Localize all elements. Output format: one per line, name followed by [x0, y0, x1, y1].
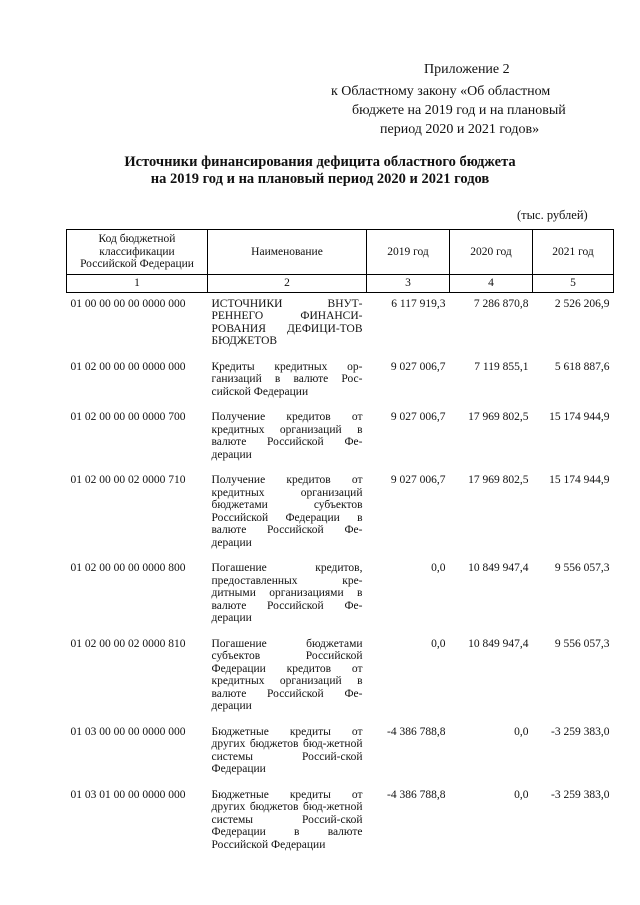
- col-number-3: 3: [367, 275, 450, 293]
- table-row: [67, 292, 614, 356]
- col-number-1: 1: [67, 275, 208, 293]
- table-row: [67, 557, 614, 633]
- row-code: 01 02 00 00 00 0000 700: [70, 411, 186, 423]
- row-code: 01 00 00 00 00 0000 000: [70, 297, 186, 310]
- table-row: [67, 406, 614, 469]
- row-value-2020: 10 849 947,4: [468, 562, 529, 574]
- table-row: [67, 356, 614, 407]
- row-value-2020: 0,0: [514, 725, 529, 738]
- row-value-2021: -3 259 383,0: [551, 788, 610, 801]
- row-code: 01 02 00 00 02 0000 710: [70, 474, 186, 486]
- row-value-2021: 9 556 057,3: [554, 637, 610, 650]
- table-row: [67, 721, 614, 784]
- row-name: Получение кредитов от кредитных организаций бюджетами субъектов Российской Федерации в валюте Российской Фе-дерации: [211, 474, 363, 549]
- appendix-line-3: период 2020 и 2021 годов»: [380, 122, 540, 137]
- row-value-2019: 9 027 006,7: [390, 360, 446, 373]
- header-2020: 2020 год: [450, 230, 533, 275]
- row-value-2019: 0,0: [431, 637, 446, 650]
- appendix-line-2: бюджете на 2019 год и на плановый: [352, 103, 566, 118]
- row-value-2020: 10 849 947,4: [468, 637, 529, 650]
- row-code: 01 02 00 00 00 0000 800: [70, 562, 186, 574]
- row-name: Кредиты кредитных ор-ганизаций в валюте Рос-сийской Федерации: [211, 360, 363, 398]
- row-value-2020: 17 969 802,5: [468, 474, 529, 486]
- row-name: Получение кредитов от кредитных организаций в валюте Российской Фе-дерации: [211, 411, 363, 461]
- col-number-4: 4: [450, 275, 533, 293]
- document-title-line-1: Источники финансирования дефицита областного бюджета: [124, 154, 516, 170]
- document-title-line-2: на 2019 год и на плановый период 2020 и 2021 годов: [150, 171, 490, 187]
- row-code: 01 03 01 00 00 0000 000: [70, 788, 186, 801]
- row-value-2021: 2 526 206,9: [554, 297, 610, 310]
- financing-sources-table: [66, 229, 614, 859]
- header-2019: 2019 год: [367, 230, 450, 275]
- table-row: [67, 633, 614, 721]
- appendix-title: Приложение 2: [424, 62, 510, 77]
- row-code: 01 03 00 00 00 0000 000: [70, 725, 186, 738]
- row-code: 01 02 00 00 00 0000 000: [70, 360, 186, 373]
- row-value-2020: 7 286 870,8: [473, 297, 529, 310]
- header-2021: 2021 год: [533, 230, 614, 275]
- row-value-2021: 15 174 944,9: [549, 411, 610, 423]
- document-title: [0, 154, 640, 188]
- row-name: Погашение кредитов, предоставленных кре-дитными организациями в валюте Российской Фе-дерации: [211, 562, 363, 624]
- row-value-2021: -3 259 383,0: [551, 725, 610, 738]
- row-value-2021: 5 618 887,6: [554, 360, 610, 373]
- row-value-2020: 0,0: [514, 788, 529, 801]
- header-code: Код бюджетной классификации Российской Федерации: [67, 230, 208, 275]
- row-value-2019: -4 386 788,8: [387, 725, 446, 738]
- row-name: Бюджетные кредиты от других бюджетов бюд-жетной системы Россий-ской Федерации в валюте Российской Федерации: [211, 788, 363, 851]
- row-code: 01 02 00 00 02 0000 810: [70, 637, 186, 650]
- appendix-line-1: к Областному закону «Об областном: [331, 84, 551, 99]
- row-value-2019: 0,0: [431, 562, 446, 574]
- table-row: [67, 469, 614, 557]
- row-name: ИСТОЧНИКИ ВНУТ-РЕННЕГО ФИНАНСИ-РОВАНИЯ ДЕФИЦИ-ТОВ БЮДЖЕТОВ: [211, 297, 363, 347]
- row-value-2020: 7 119 855,1: [474, 360, 529, 373]
- row-name: Бюджетные кредиты от других бюджетов бюд-жетной системы Россий-ской Федерации: [211, 725, 363, 775]
- col-number-2: 2: [208, 275, 367, 293]
- row-value-2021: 15 174 944,9: [549, 474, 610, 486]
- row-value-2019: 9 027 006,7: [390, 411, 446, 423]
- row-value-2020: 17 969 802,5: [468, 411, 529, 423]
- header-name: Наименование: [208, 230, 367, 275]
- row-value-2019: -4 386 788,8: [387, 788, 446, 801]
- col-number-5: 5: [533, 275, 614, 293]
- row-name: Погашение бюджетами субъектов Российской Федерации кредитов от кредитных организаций в валюте Российской Фе-дерации: [211, 637, 363, 712]
- units-label: (тыс. рублей): [517, 208, 588, 222]
- table-row: [67, 784, 614, 860]
- row-value-2019: 9 027 006,7: [390, 474, 446, 486]
- row-value-2021: 9 556 057,3: [554, 562, 610, 574]
- row-value-2019: 6 117 919,3: [391, 297, 446, 310]
